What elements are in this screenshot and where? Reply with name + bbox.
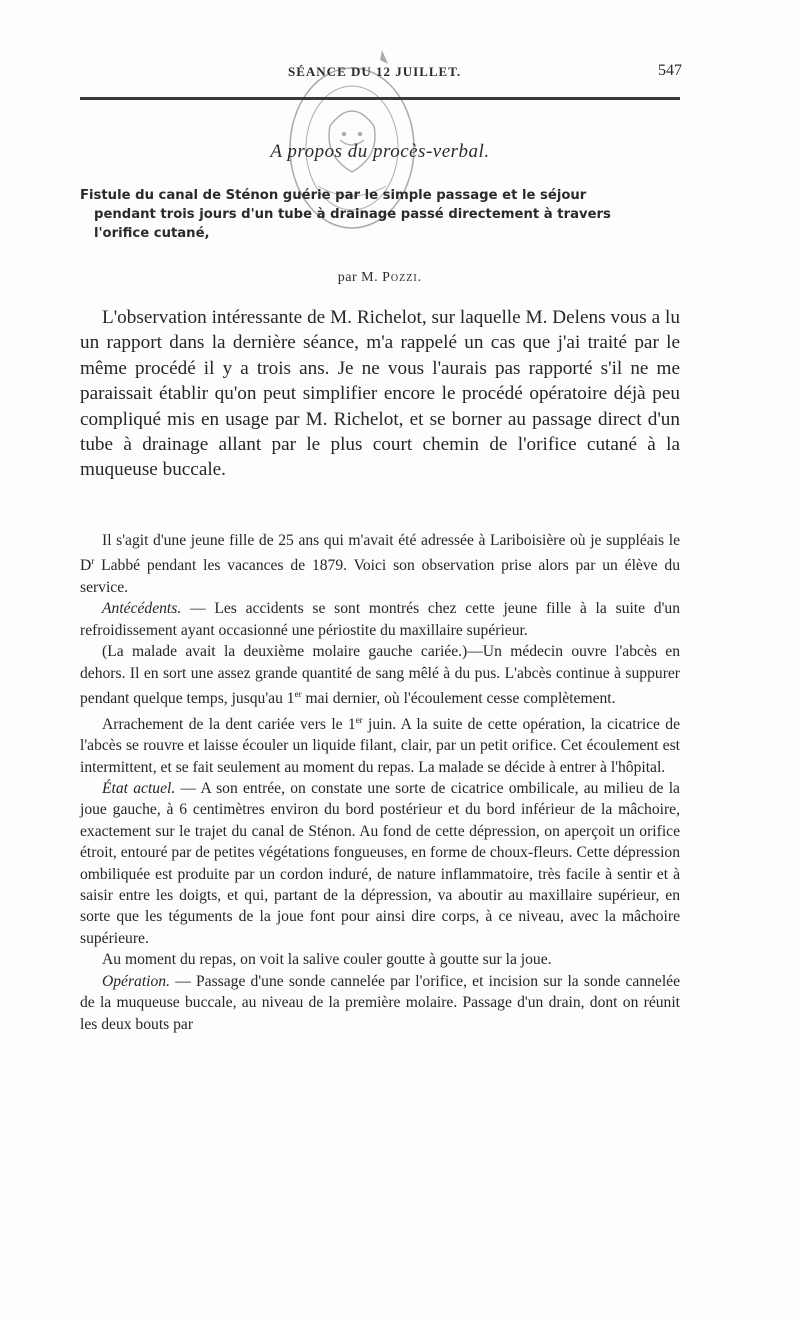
paragraph-patient-text-b: Labbé pendant les vacances de 1879. Voici son observation prise alors par un élève du service. xyxy=(80,557,680,596)
extraction-text-a: Arrachement de la dent cariée vers le 1 xyxy=(102,715,356,733)
paragraph-extraction xyxy=(80,710,680,778)
paragraph-patient-text-a: Il s'agit d'une jeune fille de 25 ans qui m'avait été adressée à Lariboisière où je suppléais le D xyxy=(80,532,680,575)
article-title-line-2: pendant trois jours d'un tube à drainage passé directement à travers xyxy=(94,207,611,222)
operation-text: — Passage d'une sonde cannelée par l'orifice, et incision sur la sonde cannelée de la muqueuse buccale, au niveau de la première molaire. Passage d'un drain, dont on réunit les deux bouts par xyxy=(80,972,680,1033)
antecedents-text: — Les accidents se sont montrés chez cette jeune fille à la suite d'un refroidissement ayant occasionné une périostite du maxillaire supérieur. xyxy=(80,600,680,639)
paragraph-antecedents xyxy=(80,598,680,641)
etat-actuel-text: — A son entrée, on constate une sorte de cicatrice ombilicale, au milieu de la joue gauche, à 6 centimètres environ du bord postérieur et du bord inférieur de la mâchoire, exactement sur le trajet du canal de Sténon. Au fond de cette dépression, on aperçoit un orifice étroit, entouré par de petites végétations fongueuses, en forme de choux-fleurs. Cette dépression ombiliquée est produite par un cordon induré, de nature inflammatoire, très facile à sentir et à saisir entre les doigts, et qui, partant de la dépression, va aboutir au maxillaire supérieur, en sorte que les téguments de la joue font pour ainsi dire corps, à ce niveau, avec la mâchoire supérieure. xyxy=(80,780,680,947)
page-number: 547 xyxy=(658,62,682,79)
superscript-dr: r xyxy=(91,556,95,567)
article-title xyxy=(80,186,680,243)
header-rule xyxy=(80,97,680,100)
superscript-er-2: er xyxy=(355,714,363,725)
paragraph-patient xyxy=(80,530,680,598)
observation-body xyxy=(80,530,680,1035)
paragraph-history xyxy=(80,641,680,709)
operation-label: Opération. xyxy=(102,972,171,990)
paragraph-etat-actuel xyxy=(80,778,680,949)
author-prefix: par M. xyxy=(337,270,379,285)
running-header xyxy=(80,60,680,90)
section-title: A propos du procès-verbal. xyxy=(270,141,490,162)
antecedents-label: Antécédents. xyxy=(102,600,182,618)
history-text-a: (La malade avait la deuxième molaire gauche cariée.)—Un médecin ouvre l'abcès en dehors. Il en sort une assez grande quantité de sang mêlé à du pus. L'abcès continue à suppurer pendant quelque temps, jusqu'au 1 xyxy=(80,643,680,708)
article-title-line-1: Fistule du canal de Sténon guérie par le simple passage et le séjour xyxy=(80,188,587,203)
author-name: Pozzi. xyxy=(382,270,423,285)
paragraph-operation xyxy=(80,971,680,1035)
paragraph-repas: Au moment du repas, on voit la salive couler goutte à goutte sur la joue. xyxy=(102,951,552,969)
running-head: SÉANCE DU 12 JUILLET. xyxy=(288,64,462,79)
superscript-er-1: er xyxy=(294,689,302,700)
history-text-b: mai dernier, où l'écoulement cesse complètement. xyxy=(301,690,616,708)
article-title-line-3: l'orifice cutané, xyxy=(94,226,210,241)
author-byline xyxy=(80,270,680,286)
etat-actuel-label: État actuel. xyxy=(102,780,176,798)
intro-paragraph: L'observation intéressante de M. Richelot, sur laquelle M. Delens vous a lu un rapport dans la dernière séance, m'a rappelé un cas que j'ai traité par le même procédé il y a trois ans. Je ne vous l'aurais pas rapporté s'il ne me paraissait établir qu'on peut simplifier encore le procédé opératoire déjà peu compliqué mis en usage par M. Richelot, et se borner au passage direct d'un tube à drainage allant par le plus court chemin de l'orifice cutané à la muqueuse buccale. xyxy=(80,307,680,481)
extraction-text-b: juin. A la suite de cette opération, la cicatrice de l'abcès se rouvre et laisse écouler un liquide filant, clair, par un petit orifice. Cet écoulement est intermittent, et se fait seulement au moment du repas. La malade se décide à entrer à l'hôpital. xyxy=(80,715,680,776)
